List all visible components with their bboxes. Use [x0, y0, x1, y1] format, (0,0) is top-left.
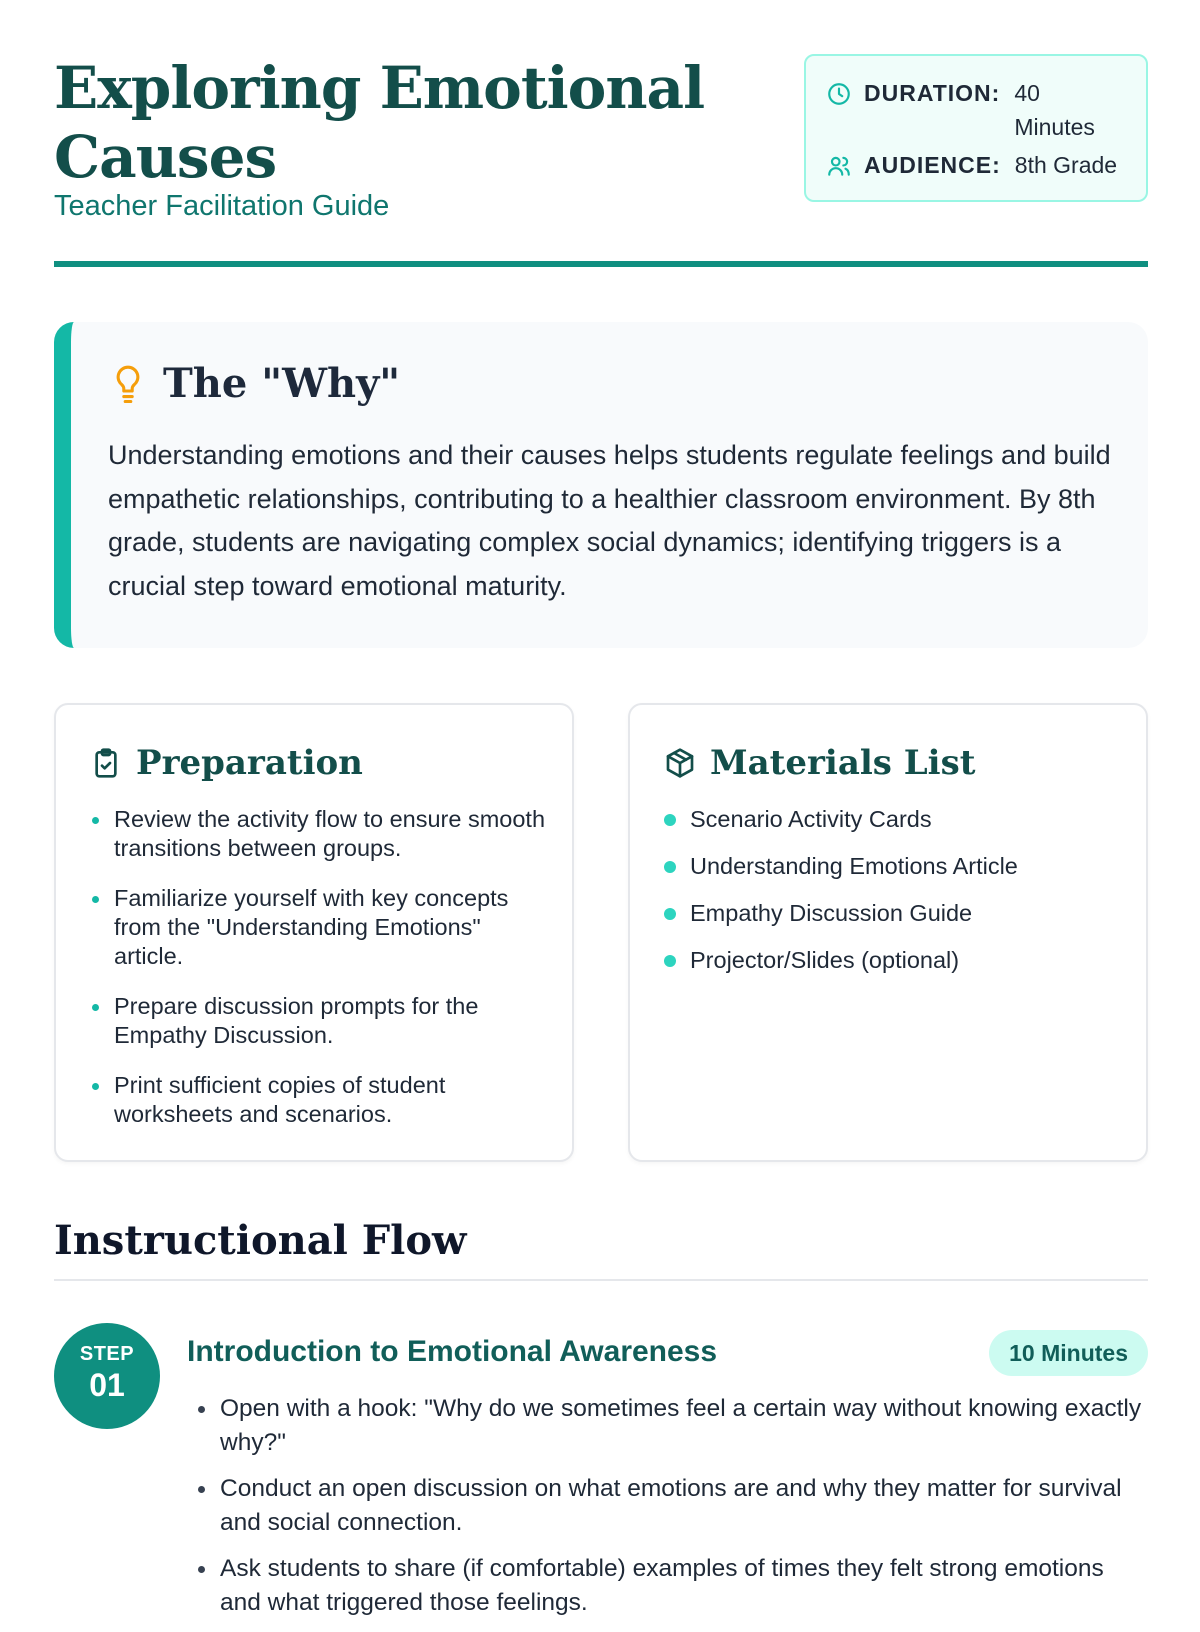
materials-heading: [664, 743, 975, 783]
list-item: Review the activity flow to ensure smooth transitions between groups.: [86, 805, 546, 863]
header-divider: [54, 261, 1148, 267]
guide-page: [54, 0, 1148, 1616]
why-heading: [111, 360, 400, 407]
list-item: Familiarize yourself with key concepts from the "Understanding Emotions" article.: [86, 884, 546, 971]
step-number: 01: [89, 1367, 125, 1403]
preparation-heading: [90, 743, 363, 783]
step-duration-badge: 10 Minutes: [989, 1330, 1148, 1376]
duration-value: 40 Minutes: [1014, 80, 1095, 140]
audience-row: [826, 148, 1117, 182]
list-item: Projector/Slides (optional): [664, 946, 1124, 975]
users-icon: [826, 153, 852, 179]
page-subtitle: Teacher Facilitation Guide: [54, 190, 390, 222]
package-icon: [664, 747, 696, 779]
list-item: Empathy Discussion Guide: [664, 899, 1124, 928]
flow-title: Instructional Flow: [54, 1217, 467, 1264]
why-card: [54, 322, 1148, 648]
duration-label: DURATION:: [864, 80, 1001, 106]
preparation-list: [86, 805, 546, 1150]
audience-label: AUDIENCE:: [864, 152, 1001, 178]
page-title: Exploring Emotional Causes: [54, 54, 705, 191]
list-item: Prepare discussion prompts for the Empathy Discussion.: [86, 992, 546, 1050]
lightbulb-icon: [111, 363, 145, 405]
clock-icon: [826, 81, 852, 107]
list-item: Understanding Emotions Article: [664, 852, 1124, 881]
preparation-card: [54, 703, 574, 1162]
list-item: Conduct an open discussion on what emotions are and why they matter for survival and social connection.: [190, 1472, 1148, 1539]
list-item: Scenario Activity Cards: [664, 805, 1124, 834]
step-title: Introduction to Emotional Awareness: [187, 1335, 718, 1368]
step-badge: [54, 1323, 160, 1429]
why-title: The "Why": [163, 360, 401, 407]
list-item: Open with a hook: "Why do we sometimes feel a certain way without knowing exactly why?": [190, 1392, 1148, 1459]
list-item: Ask students to share (if comfortable) examples of times they felt strong emotions and what triggered those feelings.: [190, 1552, 1148, 1619]
step-word: STEP: [79, 1343, 135, 1365]
step-list: [190, 1392, 1148, 1632]
materials-list: [664, 805, 1124, 993]
duration-row: [826, 76, 1110, 144]
flow-divider: [54, 1279, 1148, 1281]
audience-value: 8th Grade: [1014, 152, 1118, 178]
meta-box: [804, 54, 1148, 202]
materials-card: [628, 703, 1148, 1162]
materials-title: Materials List: [710, 743, 976, 783]
preparation-title: Preparation: [136, 743, 363, 783]
list-item: Print sufficient copies of student worksheets and scenarios.: [86, 1071, 546, 1129]
clipboard-check-icon: [90, 747, 122, 779]
header: [54, 0, 1148, 268]
why-body: Understanding emotions and their causes helps students regulate feelings and build empathetic relationships, contributing to a healthier classroom environment. By 8th grade, students are navigating complex social dynamics; identifying triggers is a crucial step toward emotional maturity.: [108, 440, 1111, 601]
